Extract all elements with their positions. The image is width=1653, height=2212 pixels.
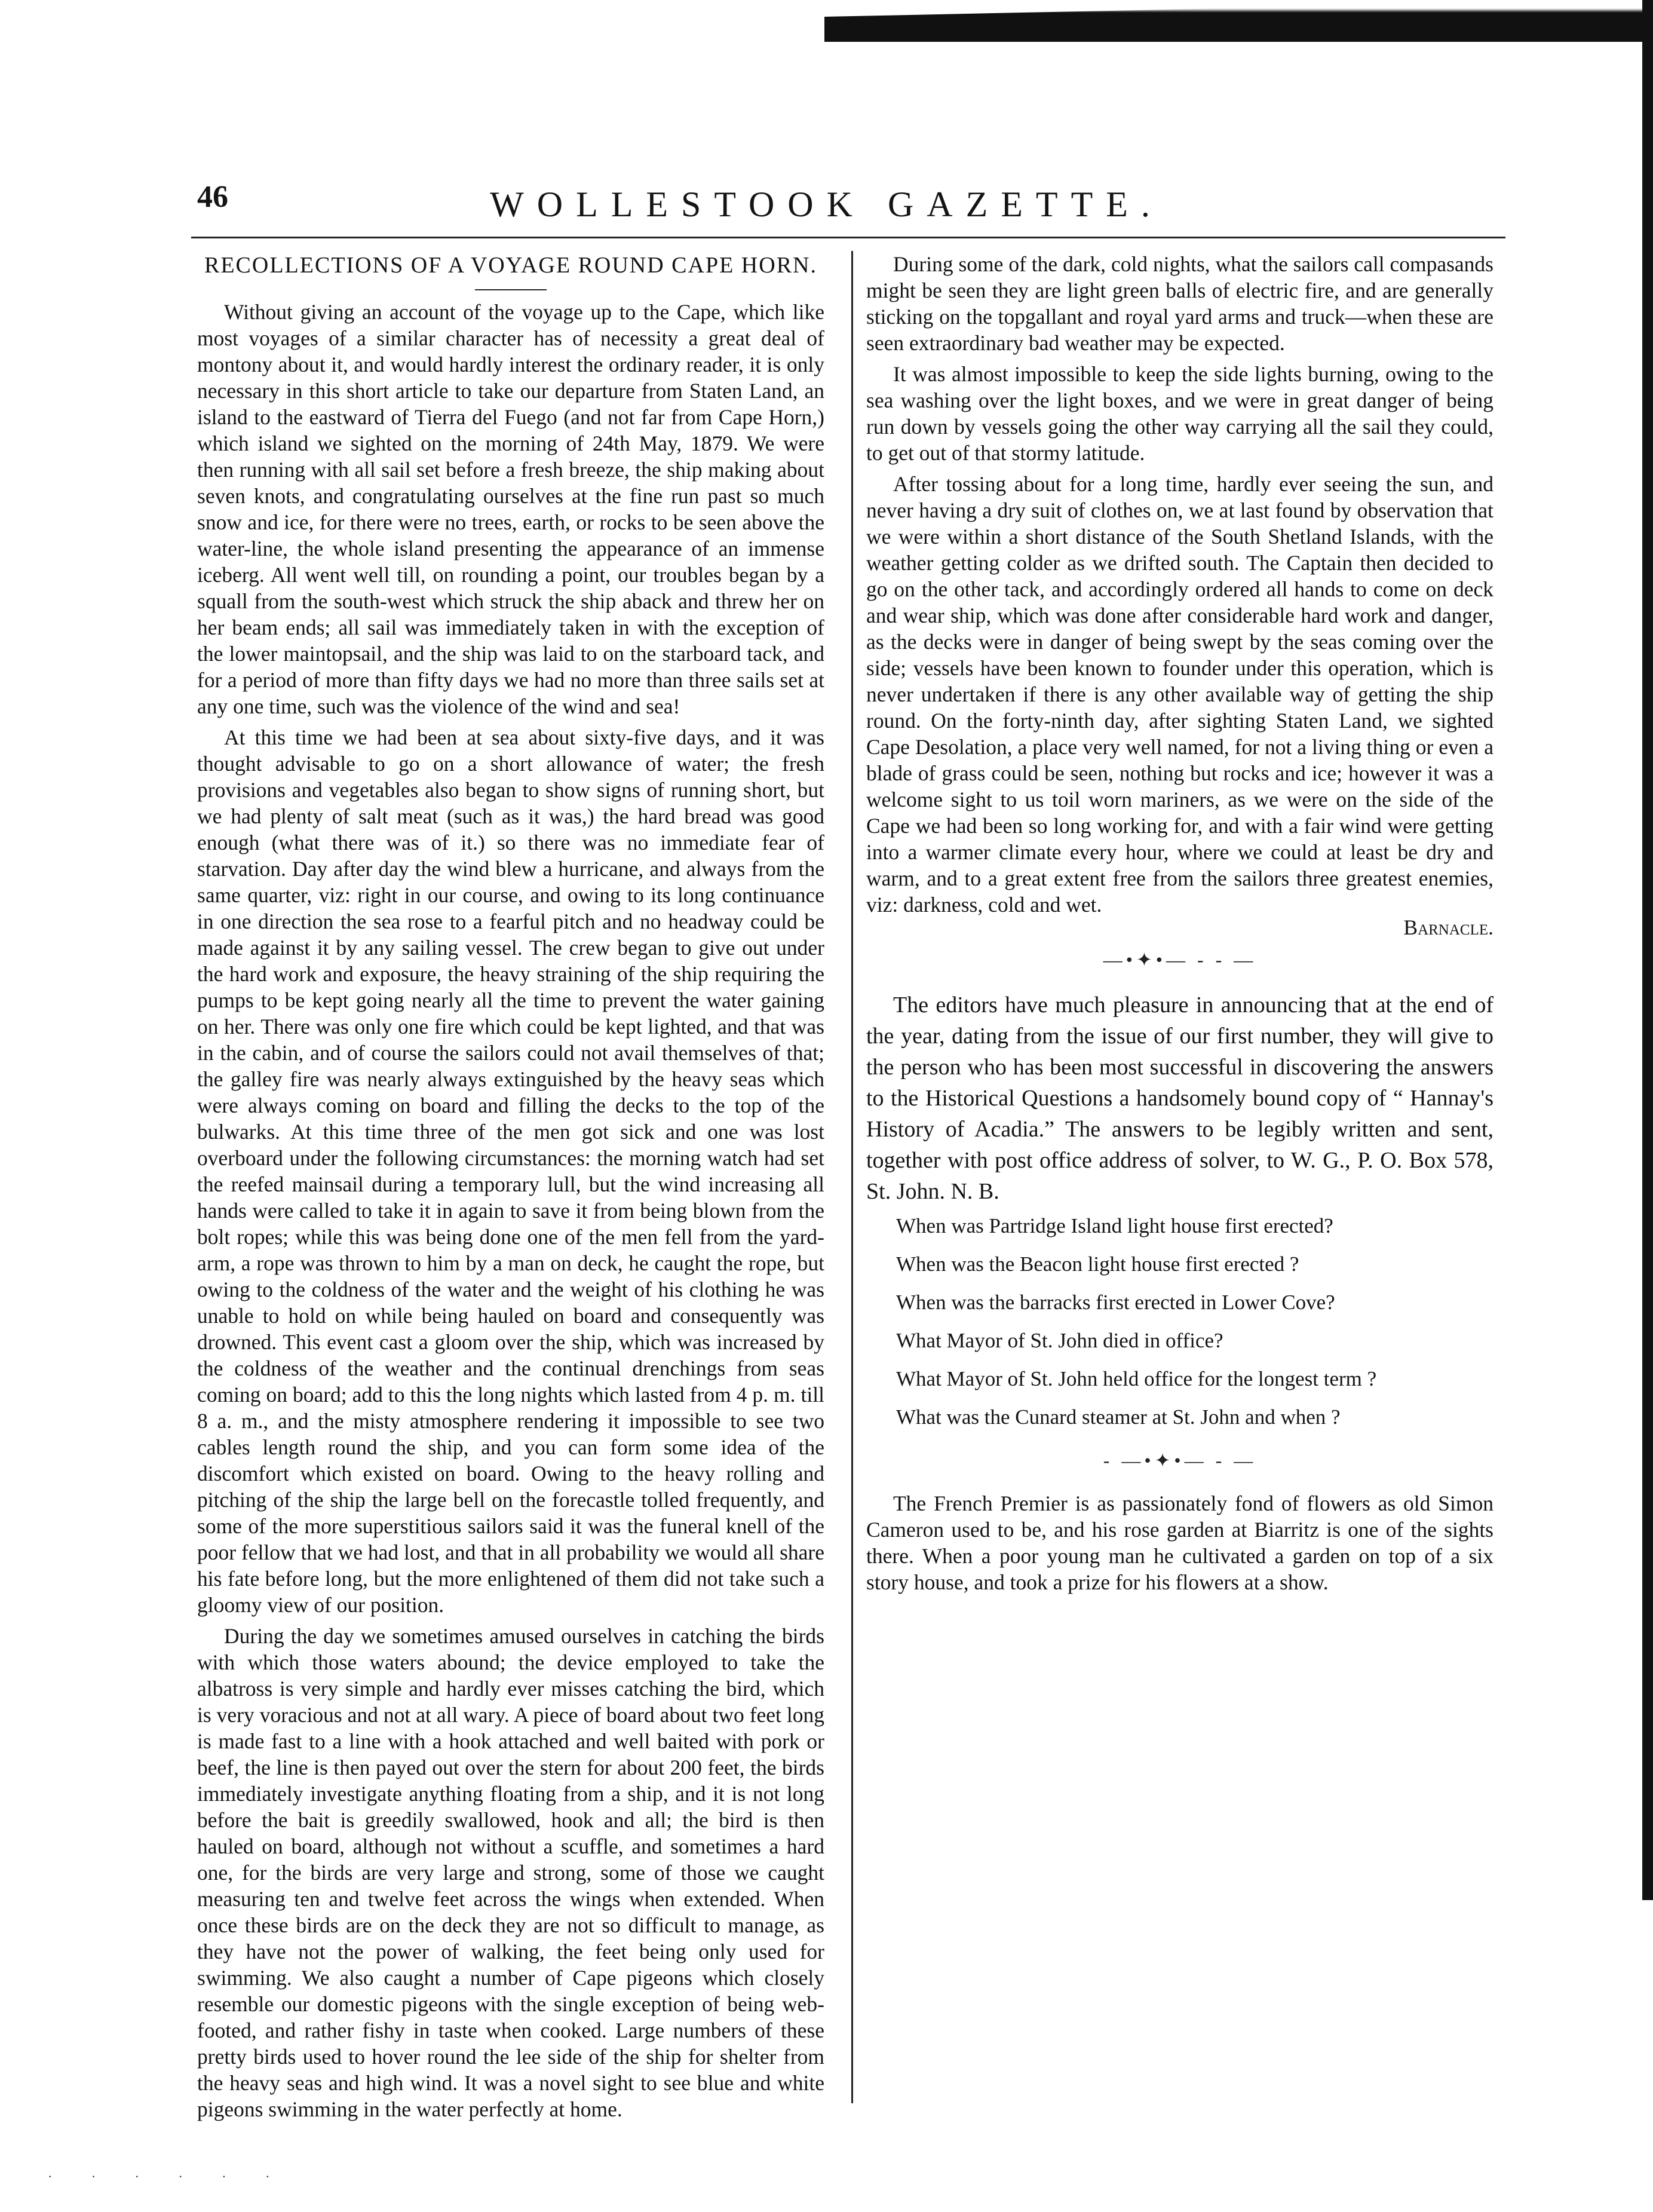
article-paragraph: Without giving an account of the voyage up to the Cape, which like most voyages of a similar character has of necessity a great deal of montony about it, and would hardly interest the ordinary reader, it is only necessary in this short article to take our departure from Staten Land, an island to the eastward of Tierra del Fuego (and not far from Cape Horn,) which island we sighted on the morning of 24th May, 1879. We were then running with all sail set before a fresh breeze, the ship making about seven knots, and congratulating ourselves at the fine run past so much snow and ice, for there were no trees, earth, or rocks to be seen above the water-line, the whole island presenting the appearance of an immense iceberg. All went well till, on rounding a point, our troubles began by a squall from the south-west which struck the ship aback and threw her on her beam ends; all sail was immediately taken in with the exception of the lower maintopsail, and the ship was laid to on the starboard tack, and for a period of more than fifty days we had no more than three sails set at any one time, such was the violence of the wind and sea! — [197, 300, 824, 718]
article-paragraph: After tossing about for a long time, hardly ever seeing the sun, and never having a dry suit of clothes on, we at last found by observation that we were within a short distance of the South Shetland Islands, with the weather getting colder as we drifted south. The Captain then decided to go on the other tack, and accordingly ordered all hands to come on deck and wear ship, which was done after considerable hard work and danger, as the decks were in danger of being swept by the seas coming over the side; vessels have been known to founder under this operation, which is never undertaken if there is any other available way of getting the ship round. On the forty-ninth day, after sighting Staten Land, we sighted Cape Desolation, a place very well named, for not a living thing or even a blade of grass could be seen, nothing but rocks and ice; however it was a welcome sight to us toil worn mariners, as we were on the side of the Cape we had been so long working for, and with a fair wind were getting into a warmer climate every hour, where we could at least be dry and warm, and to a great extent free from the sailors three greatest enemies, viz: darkness, cold and wet. — [866, 472, 1493, 917]
right-column — [866, 251, 1493, 1600]
historical-questions-notice — [866, 989, 1493, 1207]
list-item: What Mayor of St. John died in office? — [896, 1329, 1223, 1352]
list-item: What was the Cunard steamer at St. John and when ? — [896, 1405, 1341, 1429]
title-rule — [475, 289, 547, 290]
left-column — [197, 251, 824, 2122]
article-paragraph: During some of the dark, cold nights, what the sailors call compasands might be seen they are light green balls of electric fire, and are generally sticking on the topgallant and royal yard arms and truck—when these are seen extraordinary bad weather may be expected. — [866, 252, 1493, 355]
article-paragraph: At this time we had been at sea about sixty-five days, and it was thought advisable to go on a short allowance of water; the fresh provisions and vegetables also began to show signs of running short, but we had plenty of salt meat (such as it was,) the hard bread was good enough (what there was of it.) so there was no immediate fear of starvation. Day after day the wind blew a hurricane, and always from the same quarter, viz: right in our course, and owing to its long continuance in one direction the sea rose to a fearful pitch and no headway could be made against it by any sailing vessel. The crew began to give out under the hard work and exposure, the heavy straining of the ship requiring the pumps to be kept going nearly all the time to prevent the water gaining on her. There was only one fire which could be kept lighted, and that was in the cabin, and of course the sailors could not avail themselves of that; the galley fire was nearly always extinguished by the heavy seas which were always coming on board and filling the decks to the top of the bulwarks. At this time three of the men got sick and one was lost overboard under the following circumstances: the morning watch had set the reefed mainsail during a temporary lull, but the wind increasing all hands were called to take it in again to save it from being blown from the bolt ropes; while this was being done one of the men fell from the yard-arm, a rope was thrown to him by a man on deck, he caught the rope, but owing to the coldness of the water and the weight of his clothing he was unable to hold on while being hauled on board and consequently was drowned. This event cast a gloom over the ship, which was increased by the coldness of the weather and the continual drenchings from seas coming on board; add to this the long nights which lasted from 4 p. m. till 8 a. m., and the misty atmosphere rendering it impossible to see two cables length round the ship, and you can form some idea of the discomfort which existed on board. Owing to the heavy rolling and pitching of the ship the large bell on the forecastle tolled frequently, and some of the more superstitious sailors said it was the funeral knell of the poor fellow that we had lost, and that in all probability we would all share his fate before long, but the more enlightened of them did not take such a gloomy view of our position. — [197, 725, 824, 1617]
section-ornament: - —•✦•— - — — [1103, 1450, 1257, 1471]
scan-edge-right — [1642, 0, 1653, 1900]
list-item: When was the Beacon light house first erected ? — [896, 1252, 1299, 1276]
page-number: 46 — [197, 180, 228, 214]
scan-specks: · · · · · · — [48, 2169, 288, 2184]
header-rule — [191, 237, 1505, 238]
article-paragraph: It was almost impossible to keep the side lights burning, owing to the sea washing over the light boxes, and we were in great danger of being run down by vessels going the other way carrying all the sail they could, to get out of that stormy latitude. — [866, 362, 1493, 465]
section-ornament: —•✦•— - - — — [1103, 949, 1257, 970]
masthead-title: WOLLESTOOK GAZETTE. — [490, 185, 1163, 224]
article-title: RECOLLECTIONS OF A VOYAGE ROUND CAPE HORN. — [204, 253, 817, 278]
list-item: When was the barracks first erected in Lower Cove? — [896, 1291, 1335, 1314]
closing-paragraph: The French Premier is as passionately fond of flowers as old Simon Cameron used to be, and his rose garden at Biarritz is one of the sights there. When a poor young man he cultivated a garden on top of a six story house, and took a prize for his flowers at a show. — [866, 1491, 1493, 1594]
notice-text: The editors have much pleasure in announcing that at the end of the year, dating from the issue of our first number, they will give to the person who has been most successful in discovering the answers to the Historical Questions a handsomely bound copy of “ Hannay's History of Acadia.” The answers to be legibly written and sent, together with post office address of solver, to W. G., P. O. Box 578, St. John. N. B. — [866, 992, 1493, 1204]
article-paragraph: During the day we sometimes amused ourselves in catching the birds with which those waters abound; the device employed to take the albatross is very simple and hardly ever misses catching the bird, which is very voracious and not at all wary. A piece of board about two feet long is made fast to a line with a hook attached and well baited with pork or beef, the line is then payed out over the stern for about 200 feet, the birds immediately investigate anything floating from a ship, and it is not long before the bait is greedily swallowed, hook and all; the bird is then hauled on board, although not without a scuffle, and sometimes a hard one, for the birds are very large and strong, some of those we caught measuring ten and twelve feet across the wings when extended. When once these birds are on the deck they are not so difficult to manage, as they have not the power of walking, the feet being only used for swimming. We also caught a number of Cape pigeons which closely resemble our domestic pigeons with the single exception of being web-footed, and rather fishy in taste when cooked. Large numbers of these pretty birds used to hover round the lee side of the ship for shelter from the heavy seas and high wind. It was a novel sight to see blue and white pigeons swimming in the water perfectly at home. — [197, 1624, 824, 2121]
questions-list — [896, 1213, 1493, 1430]
list-item: When was Partridge Island light house first erected? — [896, 1214, 1333, 1237]
article-signature: Barnacle. — [1403, 915, 1493, 939]
column-divider — [851, 251, 853, 2103]
list-item: What Mayor of St. John held office for the longest term ? — [896, 1367, 1377, 1390]
scan-edge-bar — [824, 0, 1653, 42]
